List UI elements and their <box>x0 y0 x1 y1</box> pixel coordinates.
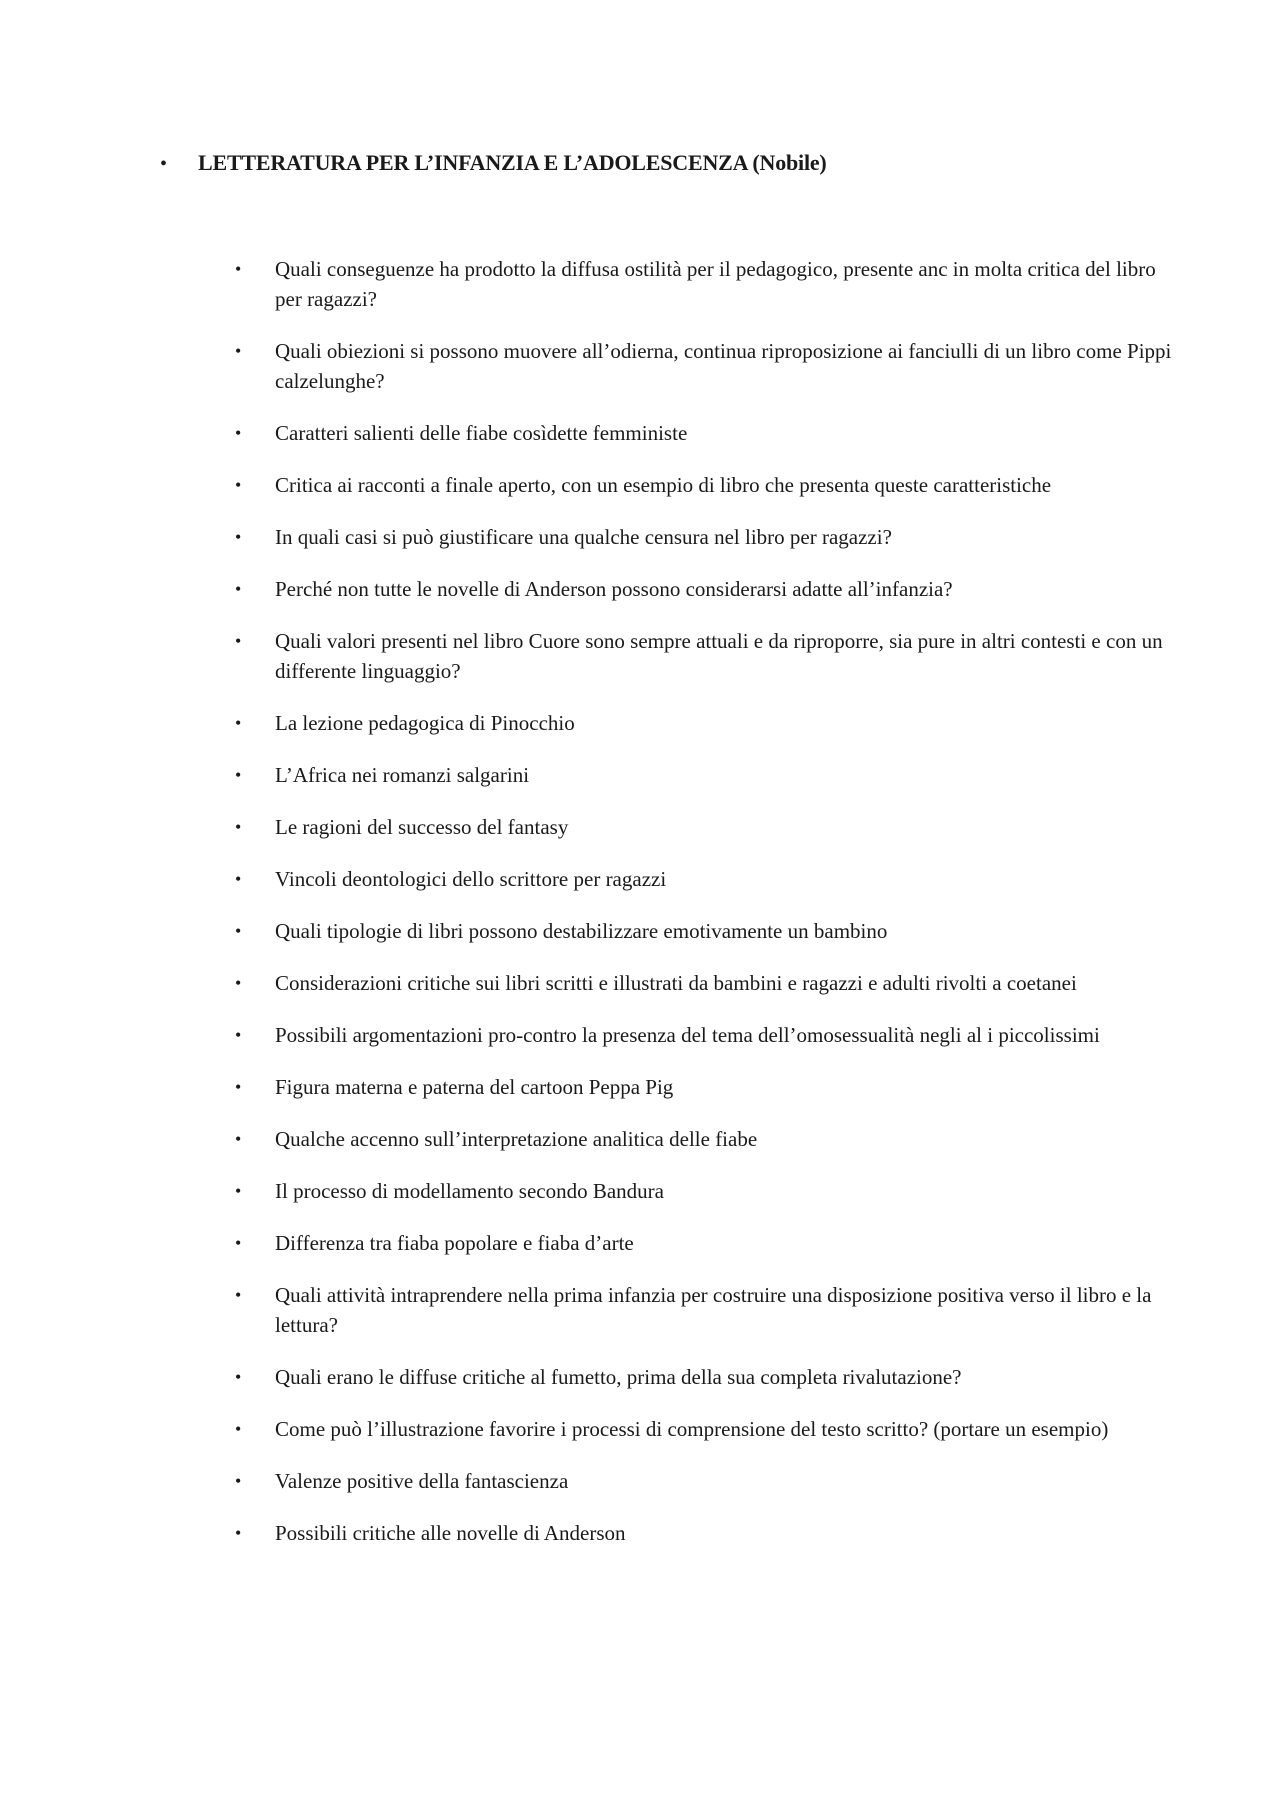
bullet-icon: • <box>235 921 242 941</box>
question-text: Quali tipologie di libri possono destabilizzare emotivamente un bambino <box>275 919 888 943</box>
bullet-icon: • <box>235 579 242 599</box>
question-text: L’Africa nei romanzi salgarini <box>275 763 530 787</box>
heading-item <box>160 150 827 176</box>
list-item <box>235 708 1175 738</box>
bullet-icon: • <box>235 475 242 495</box>
bullet-icon: • <box>235 1523 242 1543</box>
bullet-icon: • <box>235 1233 242 1253</box>
bullet-icon: • <box>235 631 242 651</box>
bullet-icon: • <box>235 1181 242 1201</box>
bullet-icon: • <box>235 713 242 733</box>
question-text: Perché non tutte le novelle di Anderson possono considerarsi adatte all’infanzia? <box>275 577 953 601</box>
question-text: Considerazioni critiche sui libri scritti e illustrati da bambini e ragazzi e adulti rivolti a coetanei <box>275 971 1077 995</box>
question-text: Figura materna e paterna del cartoon Peppa Pig <box>275 1075 674 1099</box>
list-item <box>235 522 1175 552</box>
question-text: Possibili critiche alle novelle di Anderson <box>275 1521 626 1545</box>
bullet-icon: • <box>235 1285 242 1305</box>
question-list <box>235 254 1175 1570</box>
bullet-icon: • <box>235 817 242 837</box>
question-text: Quali valori presenti nel libro Cuore sono sempre attuali e da riproporre, sia pure in altri contesti e con un differente linguaggio? <box>275 629 1163 683</box>
bullet-icon: • <box>235 341 242 361</box>
question-text: Quali obiezioni si possono muovere all’odierna, continua riproposizione ai fanciulli di un libro come Pippi calzelunghe? <box>275 339 1172 393</box>
question-text: Differenza tra fiaba popolare e fiaba d’arte <box>275 1231 634 1255</box>
bullet-icon: • <box>235 869 242 889</box>
list-item <box>235 574 1175 604</box>
bullet-icon: • <box>235 1471 242 1491</box>
document-heading: LETTERATURA PER L’INFANZIA E L’ADOLESCENZA (Nobile) <box>198 150 827 175</box>
bullet-icon: • <box>235 423 242 443</box>
list-item <box>235 1414 1175 1444</box>
list-item <box>235 1176 1175 1206</box>
question-text: Vincoli deontologici dello scrittore per ragazzi <box>275 867 667 891</box>
list-item <box>235 812 1175 842</box>
question-text: Quali erano le diffuse critiche al fumetto, prima della sua completa rivalutazione? <box>275 1365 962 1389</box>
list-item <box>235 760 1175 790</box>
list-item <box>235 1072 1175 1102</box>
list-item <box>235 1280 1175 1340</box>
question-text: Quali conseguenze ha prodotto la diffusa ostilità per il pedagogico, presente anc in molta critica del libro per ragazzi? <box>275 257 1156 311</box>
bullet-icon: • <box>235 1367 242 1387</box>
list-item <box>235 470 1175 500</box>
bullet-icon: • <box>235 259 242 279</box>
bullet-icon: • <box>235 1025 242 1045</box>
list-item <box>235 1124 1175 1154</box>
list-item <box>235 968 1175 998</box>
question-text: Qualche accenno sull’interpretazione analitica delle fiabe <box>275 1127 758 1151</box>
question-text: Critica ai racconti a finale aperto, con un esempio di libro che presenta queste caratteristiche <box>275 473 1052 497</box>
bullet-icon: • <box>160 153 168 175</box>
question-text: Possibili argomentazioni pro-contro la presenza del tema dell’omosessualità negli al i piccolissimi <box>275 1023 1100 1047</box>
question-text: Le ragioni del successo del fantasy <box>275 815 569 839</box>
bullet-icon: • <box>235 1419 242 1439</box>
bullet-icon: • <box>235 765 242 785</box>
list-item <box>235 916 1175 946</box>
list-item <box>235 336 1175 396</box>
question-text: In quali casi si può giustificare una qualche censura nel libro per ragazzi? <box>275 525 892 549</box>
bullet-icon: • <box>235 1129 242 1149</box>
list-item <box>235 864 1175 894</box>
question-text: Quali attività intraprendere nella prima infanzia per costruire una disposizione positiva verso il libro e la lettura? <box>275 1283 1152 1337</box>
list-item <box>235 1228 1175 1258</box>
bullet-icon: • <box>235 1077 242 1097</box>
list-item <box>235 418 1175 448</box>
question-text: Il processo di modellamento secondo Bandura <box>275 1179 664 1203</box>
bullet-icon: • <box>235 527 242 547</box>
list-item <box>235 254 1175 314</box>
list-item <box>235 1466 1175 1496</box>
list-item <box>235 1362 1175 1392</box>
list-item <box>235 1518 1175 1548</box>
question-text: Valenze positive della fantascienza <box>275 1469 569 1493</box>
list-item <box>235 1020 1175 1050</box>
question-text: Caratteri salienti delle fiabe cosìdette femministe <box>275 421 688 445</box>
list-item <box>235 626 1175 686</box>
bullet-icon: • <box>235 973 242 993</box>
question-text: La lezione pedagogica di Pinocchio <box>275 711 575 735</box>
question-text: Come può l’illustrazione favorire i processi di comprensione del testo scritto? (portare un esempio) <box>275 1417 1109 1441</box>
